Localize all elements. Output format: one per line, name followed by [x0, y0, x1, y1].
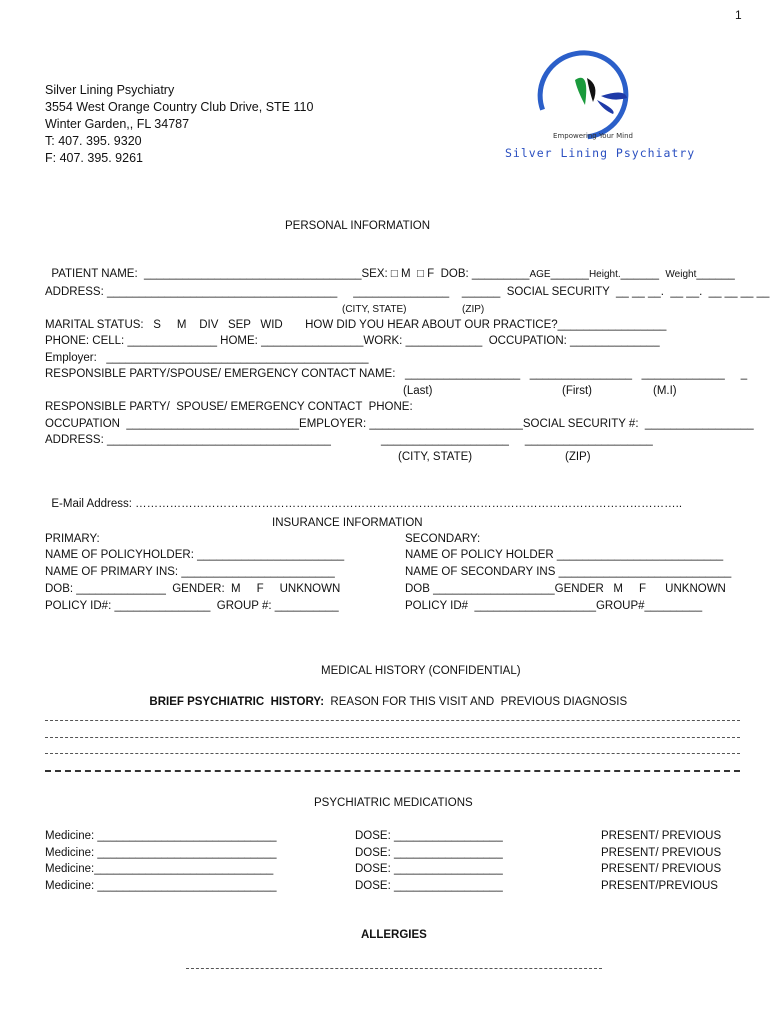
medical-history-heading: MEDICAL HISTORY (CONFIDENTIAL) [321, 665, 521, 677]
medicine-field[interactable]: Medicine:____________________________ [45, 863, 274, 875]
primary-insurer-field[interactable]: NAME OF PRIMARY INS: ________________________ [45, 566, 335, 578]
present-previous-option[interactable]: PRESENT/PREVIOUS [601, 880, 718, 892]
weight-label: Weight [665, 269, 697, 280]
personal-info-heading: PERSONAL INFORMATION [285, 220, 431, 232]
history-answer-line-2[interactable] [45, 737, 740, 738]
email-label: E-Mail Address: [51, 498, 132, 510]
dose-field[interactable]: DOSE: _________________ [355, 880, 503, 892]
medicine-field[interactable]: Medicine: ____________________________ [45, 847, 277, 859]
medicine-field[interactable]: Medicine: ____________________________ [45, 830, 277, 842]
history-answer-line-1[interactable] [45, 720, 740, 721]
responsible-party-phone-label: RESPONSIBLE PARTY/ SPOUSE/ EMERGENCY CONTACT PHONE: [45, 401, 413, 413]
age-label: AGE [529, 269, 551, 280]
primary-title: PRIMARY: [45, 533, 100, 545]
page-number: 1 [735, 8, 742, 22]
clinic-logo [505, 50, 696, 165]
dose-field[interactable]: DOSE: _________________ [355, 863, 503, 875]
brief-history-text: REASON FOR THIS VISIT AND PREVIOUS DIAGNOSIS [324, 696, 628, 708]
zip-caption-2: (ZIP) [565, 451, 591, 463]
occupation-employer-ssn-row[interactable]: OCCUPATION ___________________________EMPLOYER: ________________________SOCIAL SECURITY #: _________________ [45, 418, 754, 430]
clinic-phone: T: 407. 395. 9320 [45, 134, 142, 148]
brief-history-row [143, 681, 627, 709]
zip-caption: (ZIP) [462, 304, 485, 315]
present-previous-option[interactable]: PRESENT/ PREVIOUS [601, 863, 722, 875]
dose-field[interactable]: DOSE: _________________ [355, 830, 503, 842]
height-label: Height. [588, 269, 621, 280]
patient-name-sex-dob-fields[interactable]: PATIENT NAME: __________________________________SEX: □ M □ F DOB: _________ [51, 268, 530, 280]
age-field[interactable]: ______ [550, 268, 589, 280]
email-row [45, 483, 682, 511]
clinic-address-line1: 3554 West Orange Country Club Drive, STE 110 [45, 100, 314, 114]
mi-caption: (M.I) [653, 385, 677, 397]
employer-row[interactable]: Employer: _________________________________________ [45, 352, 369, 364]
medications-heading: PSYCHIATRIC MEDICATIONS [314, 797, 473, 809]
city-state-caption-2: (CITY, STATE) [398, 451, 473, 463]
secondary-insurer-field[interactable]: NAME OF SECONDARY INS ___________________________ [405, 566, 732, 578]
email-field[interactable]: …………………………………………………………………………………………………………………………….. [135, 498, 683, 510]
allergies-heading: ALLERGIES [361, 929, 427, 941]
primary-dob-gender-field[interactable]: DOB: ______________ GENDER: M F UNKNOWN [45, 583, 341, 595]
address-row[interactable]: ADDRESS: ____________________________________ _______________ ______ SOCIAL SECURITY __ __ __. __ __. __ __ __ __ [45, 286, 770, 298]
insurance-heading: INSURANCE INFORMATION [272, 517, 423, 529]
responsible-address-row[interactable]: ADDRESS: ___________________________________ [45, 434, 331, 446]
history-answer-line-3[interactable] [45, 753, 740, 754]
svg-text:Empowering Your Mind: Empowering Your Mind [553, 132, 633, 140]
clinic-address-line2: Winter Garden,, FL 34787 [45, 117, 190, 131]
primary-policyholder-field[interactable]: NAME OF POLICYHOLDER: _______________________ [45, 549, 345, 561]
present-previous-option[interactable]: PRESENT/ PREVIOUS [601, 830, 722, 842]
phone-row[interactable]: PHONE: CELL: ______________ HOME: ________________WORK: ____________ OCCUPATION: ______________ [45, 335, 660, 347]
allergies-answer-line[interactable] [186, 968, 602, 969]
first-caption: (First) [562, 385, 593, 397]
responsible-city-zip-fields[interactable]: ____________________ ____________________ [381, 434, 653, 446]
secondary-policy-group-field[interactable]: POLICY ID# ___________________GROUP#_________ [405, 600, 703, 612]
secondary-dob-gender-field[interactable]: DOB ___________________GENDER M F UNKNOWN [405, 583, 726, 595]
brief-history-label: BRIEF PSYCHIATRIC HISTORY: [149, 696, 325, 708]
patient-name-row [45, 253, 735, 282]
city-state-caption: (CITY, STATE) [342, 304, 407, 315]
secondary-title: SECONDARY: [405, 533, 481, 545]
dose-field[interactable]: DOSE: _________________ [355, 847, 503, 859]
responsible-party-name-row[interactable]: RESPONSIBLE PARTY/SPOUSE/ EMERGENCY CONTACT NAME: __________________ ________________ _____________ _ [45, 368, 748, 380]
last-caption: (Last) [403, 385, 433, 397]
primary-policy-group-field[interactable]: POLICY ID#: _______________ GROUP #: __________ [45, 600, 339, 612]
height-field[interactable]: ______ [620, 268, 660, 280]
medicine-field[interactable]: Medicine: ____________________________ [45, 880, 277, 892]
logo-wordmark: Silver Lining Psychiatry [505, 146, 696, 160]
present-previous-option[interactable]: PRESENT/ PREVIOUS [601, 847, 722, 859]
secondary-policyholder-field[interactable]: NAME OF POLICY HOLDER __________________________ [405, 549, 724, 561]
clinic-name: Silver Lining Psychiatry [45, 83, 175, 97]
marital-status-row[interactable]: MARITAL STATUS: S M DIV SEP WID HOW DID YOU HEAR ABOUT OUR PRACTICE?_________________ [45, 319, 667, 331]
clinic-fax: F: 407. 395. 9261 [45, 151, 143, 165]
weight-field[interactable]: ______ [696, 268, 735, 280]
history-answer-line-4[interactable] [45, 770, 740, 772]
